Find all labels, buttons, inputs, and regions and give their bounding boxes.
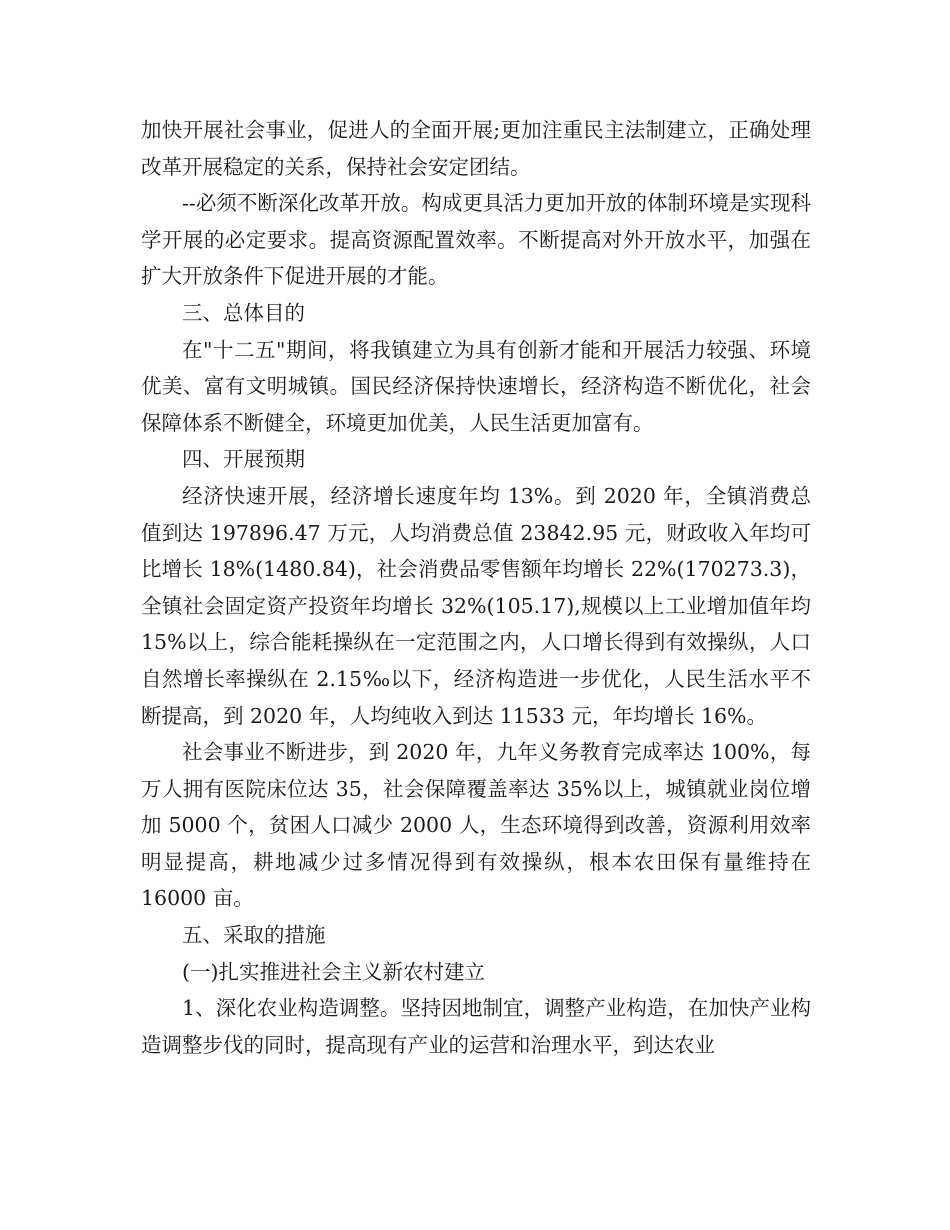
paragraph-overall-goal: 在"十二五"期间，将我镇建立为具有创新才能和开展活力较强、环境优美、富有文明城镇。国民经济保持快速增长，经济构造不断优化，社会保障体系不断健全，环境更加优美，人民生活更加富有。 [141,337,811,435]
paragraph-social-targets: 社会事业不断进步，到 2020 年，九年义务教育完成率达 100%，每万人拥有医院床位达 35，社会保障覆盖率达 35%以上，城镇就业岗位增加 5000 个，贫困人口减少 2000 人，生态环境得到改善，资源利用效率明显提高，耕地减少过多情况得到有效操纵，根本农田保有量维持在 16000 亩。 [141,740,811,911]
document-body [141,112,811,1063]
subsection-heading-new-countryside: (一)扎实推进社会主义新农村建立 [182,959,485,984]
section-heading-development-expectation: 四、开展预期 [182,447,305,472]
paragraph-agriculture-restructuring: 1、深化农业构造调整。坚持因地制宜，调整产业构造，在加快产业构造调整步伐的同时，提高现有产业的运营和治理水平，到达农业 [141,996,811,1057]
paragraph-economic-targets: 经济快速开展，经济增长速度年均 13%。到 2020 年，全镇消费总值到达 197896.47 万元，人均消费总值 23842.95 元，财政收入年均可比增长 18%(1480.84)，社会消费品零售额年均增长 22%(170273.3)，全镇社会固定资产投资年均增长 32%(105.17),规模以上工业增加值年均 15%以上，综合能耗操纵在一定范围之内，人口增长得到有效操纵，人口自然增长率操纵在 2.15‰以下，经济构造进一步优化，人民生活水平不断提高，到 2020 年，人均纯收入到达 11533 元，年均增长 16%。 [141,483,811,728]
paragraph-social-development: 加快开展社会事业，促进人的全面开展;更加注重民主法制建立，正确处理改革开展稳定的关系，保持社会安定团结。 [141,118,811,179]
section-heading-measures: 五、采取的措施 [182,923,326,948]
section-heading-overall-goal: 三、总体目的 [182,300,305,325]
paragraph-reform-opening: --必须不断深化改革开放。构成更具活力更加开放的体制环境是实现科学开展的必定要求。提高资源配置效率。不断提高对外开放水平，加强在扩大开放条件下促进开展的才能。 [141,191,811,289]
